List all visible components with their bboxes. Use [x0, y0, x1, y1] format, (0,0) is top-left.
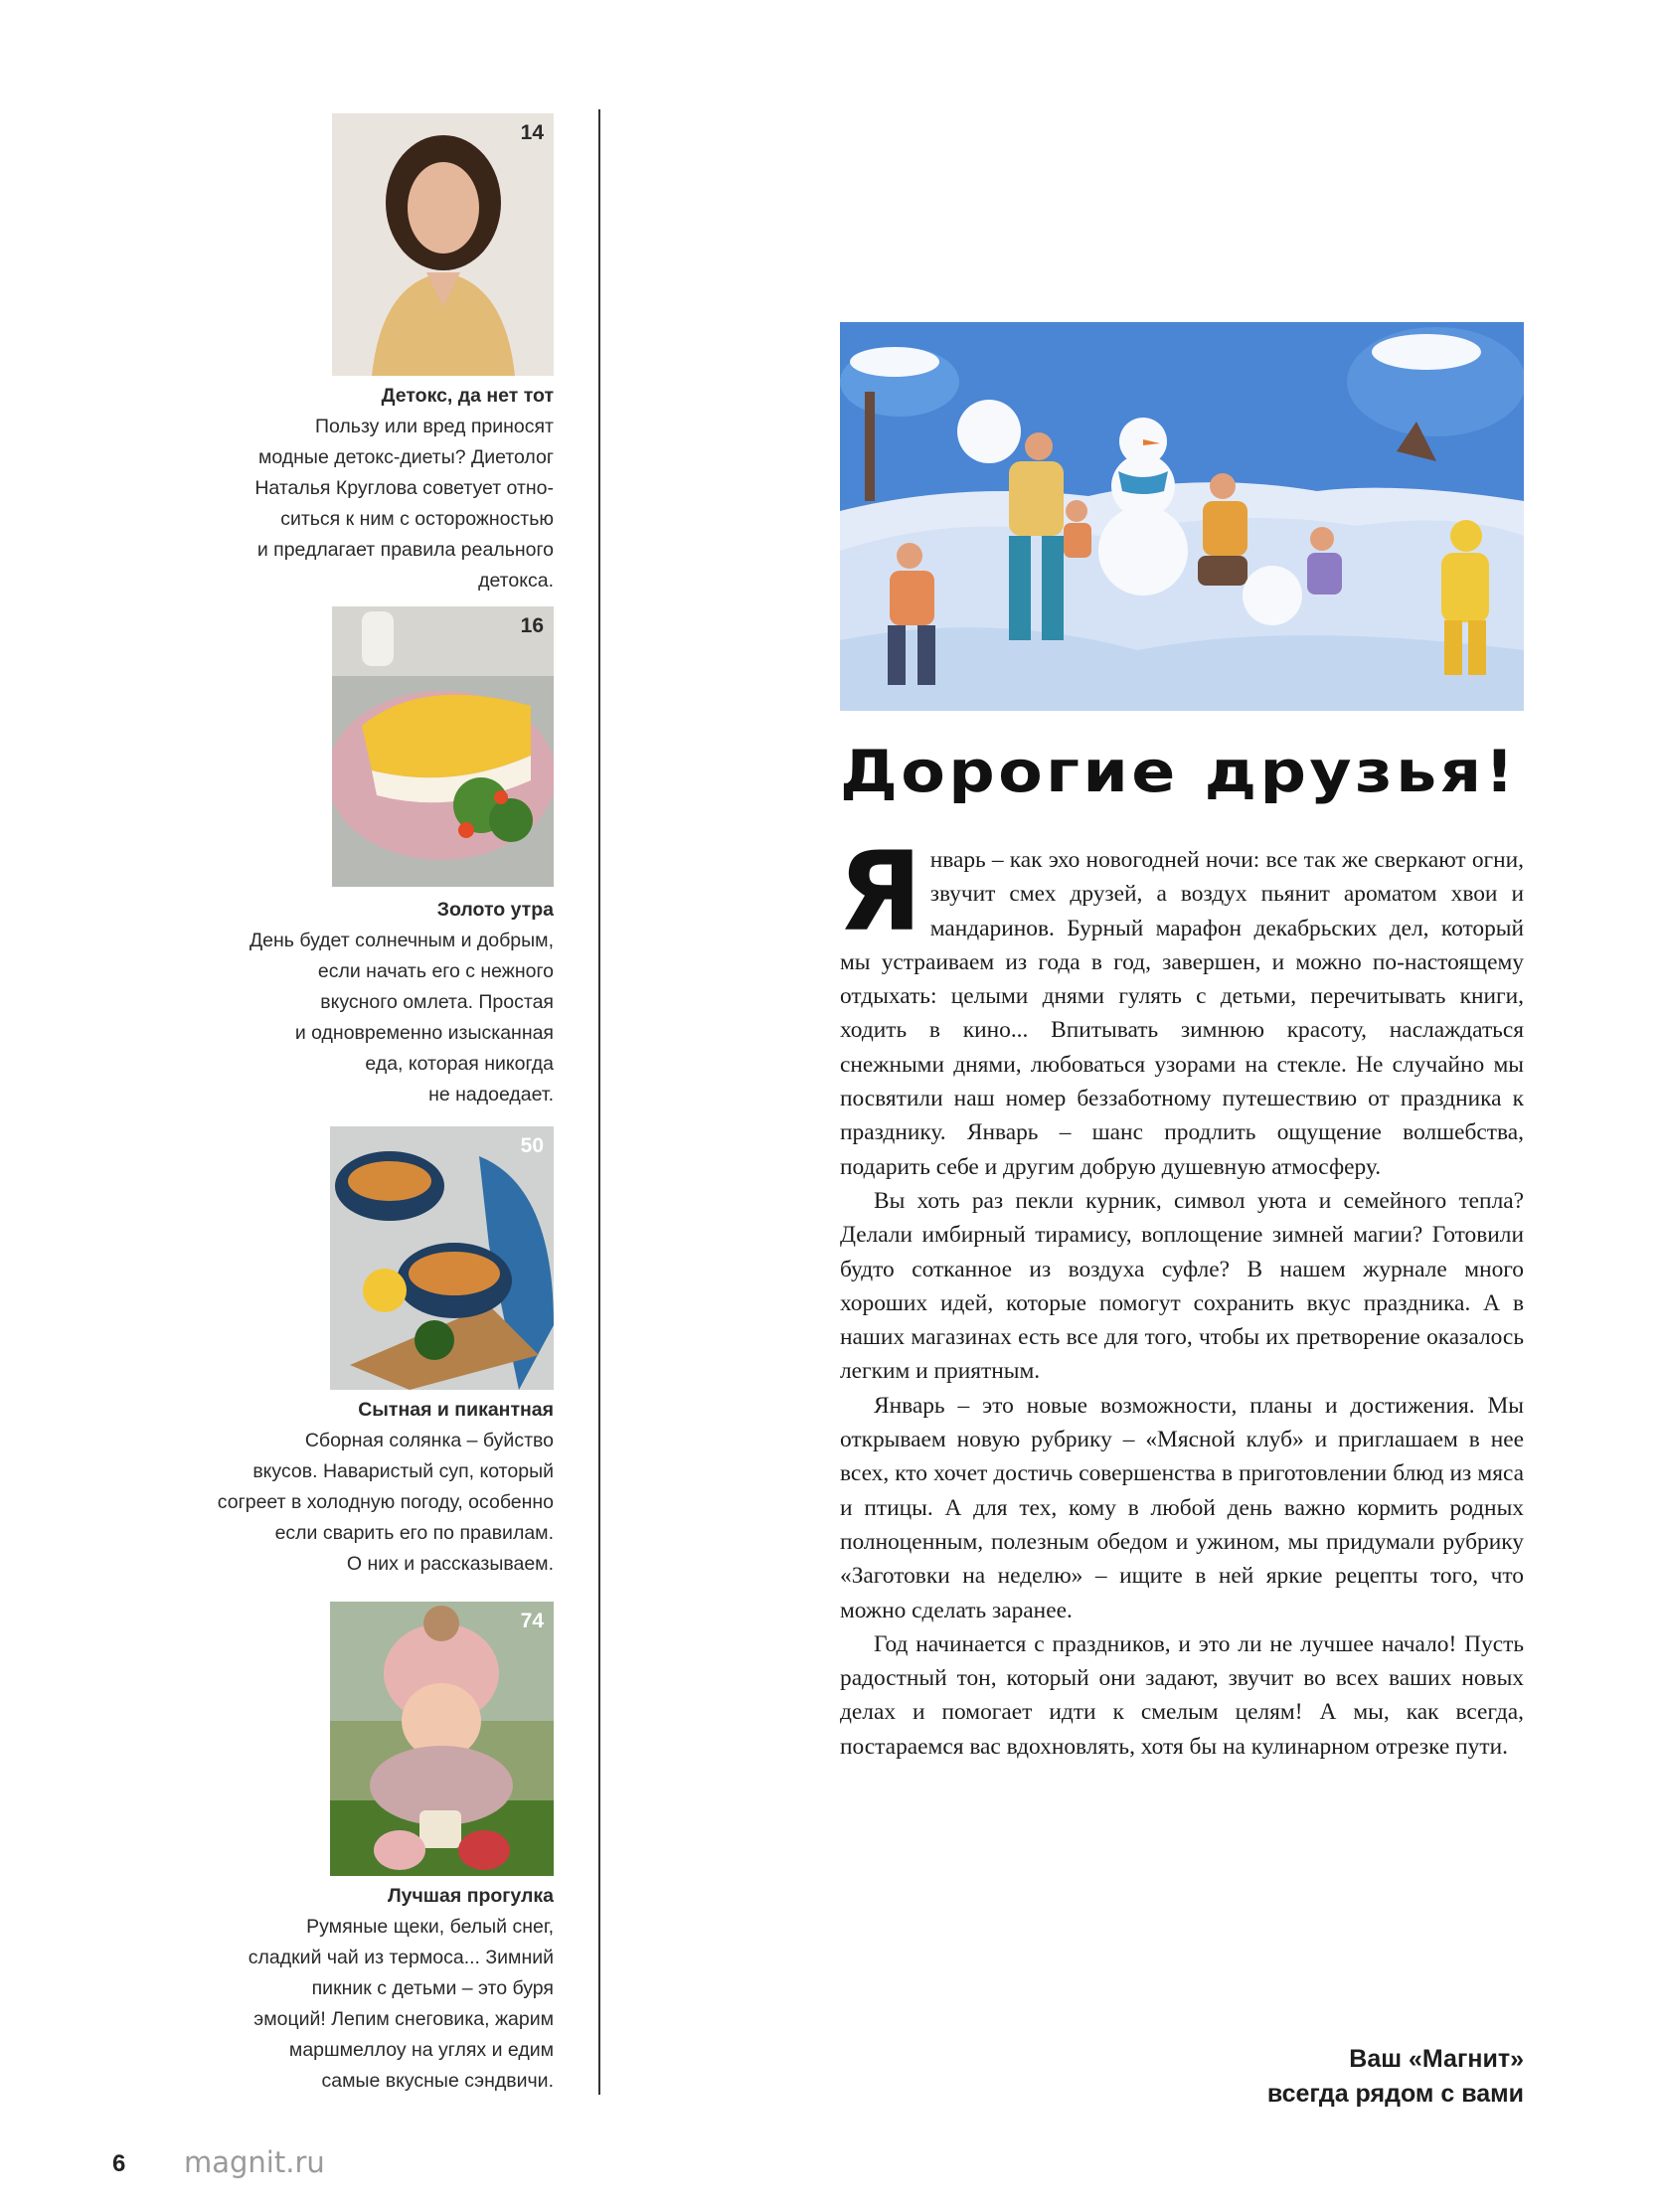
- letter-signature: [1093, 2042, 1524, 2112]
- teaser-page-number: 50: [520, 1134, 544, 1157]
- site-link[interactable]: magnit.ru: [184, 2145, 325, 2179]
- teaser-photo-woman[interactable]: [332, 113, 554, 376]
- teaser-photo-solyanka[interactable]: [330, 1126, 554, 1390]
- letter-paragraph: Январь – это новые возможности, планы и достижения. Мы открываем новую рубрику – «Мясной клуб» и приглашаем в нее всех, кто хочет достичь совершенства в приготовлении блюд из мяса и птицы. А для тех, кому в любой день важно кормить родных полноценным, полезным обедом и ужином, мы придумали рубрику «Заготовки на неделю» – ищите в ней яркие рецепты того, что можно сделать заранее.: [840, 1392, 1524, 1623]
- editor-letter: [838, 828, 1524, 1764]
- teaser-page-number: 16: [520, 614, 544, 637]
- teaser-title: Детокс, да нет тот: [381, 385, 554, 407]
- signature-line: всегда рядом с вами: [1266, 2080, 1524, 2108]
- winter-illustration: [840, 322, 1524, 711]
- teaser-title: Лучшая прогулка: [387, 1885, 554, 1907]
- letter-paragraph: Вы хоть раз пекли курник, символ уюта и семейного тепла? Делали имбирный тирамису, воплощение зимней магии? Готовили будто сотканное из воздуха суфле? В нашем журнале много хороших идей, которые помогут сохранить вкус праздника. А в наших магазинах есть все для того, чтобы их претворение оказалось легким и приятным.: [840, 1187, 1524, 1385]
- teaser-title: Сытная и пикантная: [358, 1399, 554, 1421]
- teaser-detox[interactable]: [176, 381, 554, 596]
- letter-headline: Дорогие друзья!: [840, 738, 1518, 805]
- teaser-text: Пользу или вред приносят модные детокс-диеты? Диетолог Наталья Круглова советует отно- ситься к ним с осторожностью и предлагает правила реального детокса.: [254, 416, 554, 592]
- teaser-text: Сборная солянка – буйство вкусов. Наваристый суп, который согреет в холодную погоду, особенно если сварить его по правилам. О них и рассказываем.: [217, 1430, 554, 1575]
- teaser-omelette[interactable]: [176, 895, 554, 1110]
- teaser-photo-girl[interactable]: [330, 1602, 554, 1876]
- teaser-text: День будет солнечным и добрым, если начать его с нежного вкусного омлета. Простая и одновременно изысканная еда, которая никогда не надоедает.: [249, 930, 554, 1106]
- column-divider: [598, 109, 600, 2095]
- teaser-page-number: 14: [520, 121, 544, 144]
- letter-paragraph: Год начинается с праздников, и это ли не лучшее начало! Пусть радостный тон, который они задают, звучит во всех ваших новых делах и помогает идти к смелым целям! А мы, как всегда, постараемся вас вдохновлять, хотя бы на кулинарном отрезке пути.: [840, 1630, 1524, 1760]
- teaser-walk[interactable]: [176, 1881, 554, 2097]
- teaser-text: Румяные щеки, белый снег, сладкий чай из термоса... Зимний пикник с детьми – это буря эмоций! Лепим снеговика, жарим маршмеллоу на углях и едим самые вкусные сэндвичи.: [248, 1916, 554, 2092]
- teaser-photo-omelette[interactable]: [332, 606, 554, 887]
- teaser-page-number: 74: [520, 1610, 544, 1632]
- teaser-solyanka[interactable]: [176, 1395, 554, 1580]
- page-number: 6: [112, 2150, 126, 2177]
- drop-cap: Я: [838, 828, 922, 955]
- letter-paragraph: Январь – как эхо новогодней ночи: все так же сверкают огни, звучит смех друзей, а воздух пьянит ароматом хвои и мандаринов. Бурный марафон декабрьских дел, который мы устраиваем из года в год, завершен, и можно по-настоящему отдыхать: целыми днями гулять с детьми, перечитывать книги, ходить в кино... Впитывать зимнюю красоту, наслаждаться снежными днями, любоваться узорами на стекле. Не случайно мы посвятили наш номер беззаботному путешествию от праздника к празднику. Январь – шанс продлить ощущение волшебства, подарить себе и другим добрую душевную атмосферу.: [838, 828, 1524, 1180]
- teaser-title: Золото утра: [436, 899, 554, 921]
- signature-line: Ваш «Магнит»: [1349, 2045, 1524, 2073]
